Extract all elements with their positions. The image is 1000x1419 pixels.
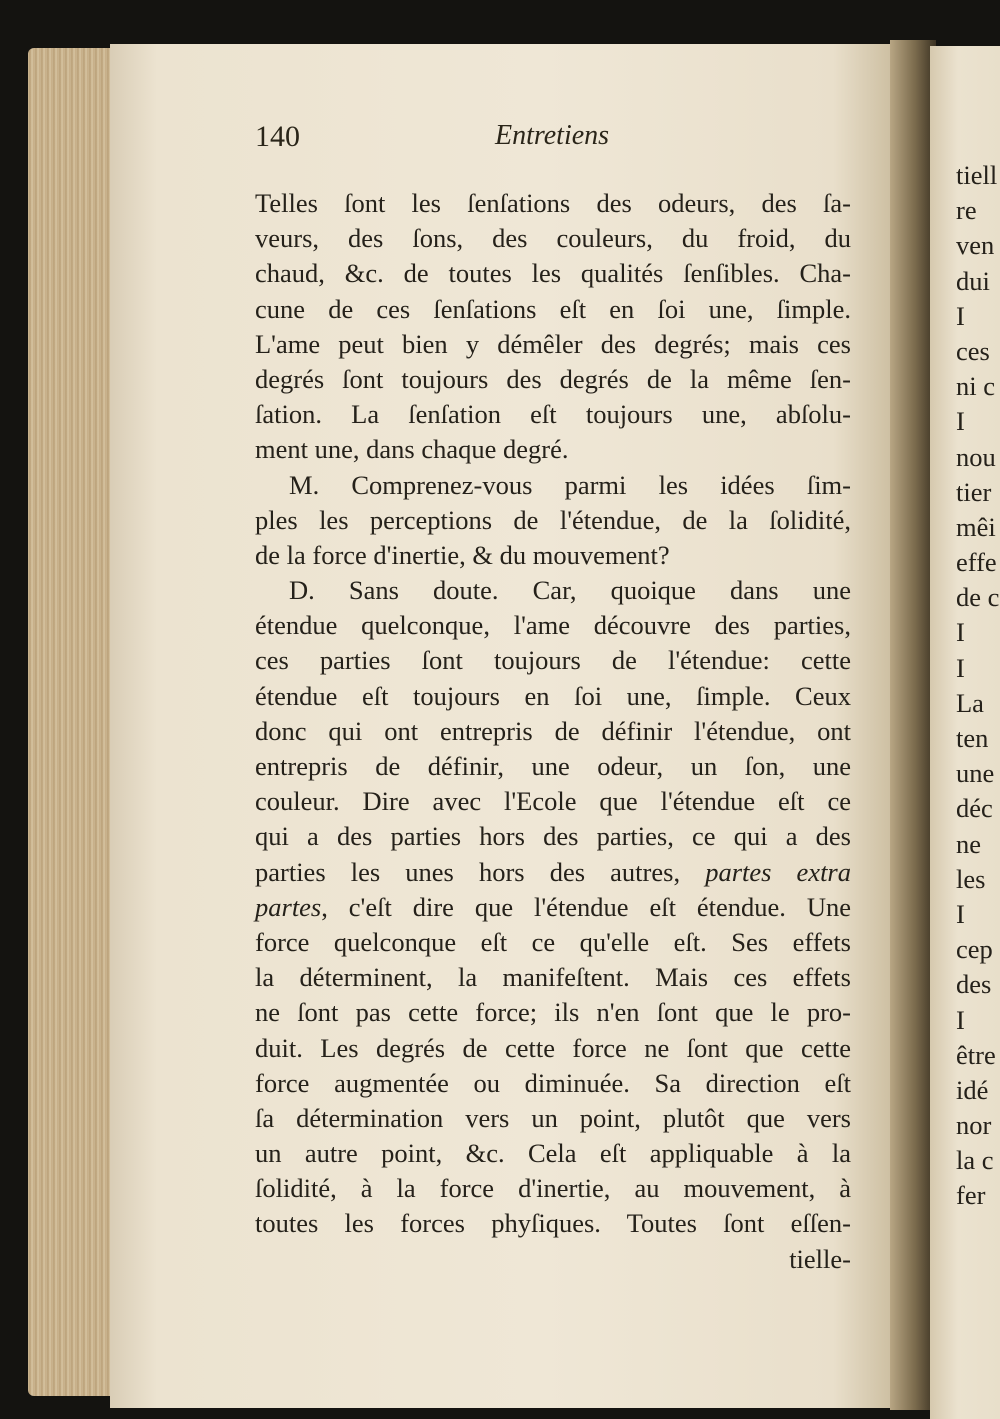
facing-page-fragment: tier: [956, 476, 992, 507]
facing-page-fragment: I: [956, 898, 965, 929]
facing-page-fragment: I: [956, 652, 965, 683]
facing-page-fragment: idé: [956, 1074, 989, 1105]
text-line: L'ame peut bien y démêler des degrés; mais ces: [255, 328, 851, 359]
text-line: ſolidité, à la force d'inertie, au mouvement, à: [255, 1173, 851, 1204]
running-title: Entretiens: [495, 120, 610, 151]
text-line: degrés ſont toujours des degrés de la même ſen-: [255, 363, 851, 394]
text-line: étendue quelconque, l'ame découvre des parties,: [255, 610, 851, 641]
facing-page-fragment: des: [956, 969, 992, 1000]
body-text: [255, 186, 851, 1277]
facing-page-fragment: nor: [956, 1110, 992, 1141]
text-line: ces parties ſont toujours de l'étendue: cette: [255, 645, 851, 676]
facing-page-fragment: I: [956, 406, 965, 437]
text-line: donc qui ont entrepris de définir l'étendue, ont: [255, 715, 851, 746]
facing-page-fragment: de c: [956, 582, 1000, 613]
page-number: 140: [255, 120, 300, 153]
text-line: force augmentée ou diminuée. Sa direction eſt: [255, 1067, 851, 1098]
text-line: chaud, &c. de toutes les qualités ſenſibles. Cha-: [255, 258, 851, 289]
text-line: veurs, des ſons, des couleurs, du froid, du: [255, 223, 851, 254]
text-line: ſa détermination vers un point, plutôt que vers: [255, 1102, 851, 1133]
facing-page-fragment: ne: [956, 828, 982, 859]
running-head: [255, 118, 855, 164]
facing-page-fragment: tiell: [956, 160, 998, 190]
facing-page-fragment: ten: [956, 723, 989, 753]
text-line: Telles ſont les ſenſations des odeurs, des ſa-: [255, 188, 851, 218]
text-line: qui a des parties hors des parties, ce qui a des: [255, 821, 851, 852]
text-line: couleur. Dire avec l'Ecole que l'étendue eſt ce: [255, 786, 851, 817]
facing-page-text: [956, 158, 1000, 1214]
text-line: duit. Les degrés de cette force ne ſont que cette: [255, 1032, 851, 1063]
text-line: un autre point, &c. Cela eſt appliquable à la: [255, 1138, 851, 1169]
facing-page-fragment: fer: [956, 1180, 986, 1211]
text-line: D. Sans doute. Car, quoique dans une: [289, 575, 851, 606]
facing-page-fragment: les: [956, 863, 986, 894]
text-line: ples les perceptions de l'étendue, de la ſolidité,: [255, 504, 851, 535]
facing-page-fragment: re: [956, 195, 977, 226]
text-line: cune de ces ſenſations eſt en ſoi une, ſimple.: [255, 293, 851, 324]
text-line: parties les unes hors des autres, partes extra: [255, 856, 851, 887]
facing-page-fragment: ni c: [956, 371, 995, 402]
text-line: de la force d'inertie, & du mouvement?: [255, 539, 670, 570]
text-line: partes, c'eſt dire que l'étendue eſt étendue. Une: [255, 891, 851, 922]
facing-page-fragment: être: [956, 1039, 996, 1070]
text-line: ſation. La ſenſation eſt toujours une, abſolu-: [255, 399, 851, 430]
facing-page-fragment: déc: [956, 793, 993, 824]
text-line: ne ſont pas cette force; ils n'en ſont que le pro-: [255, 997, 851, 1028]
facing-page-fragment: la c: [956, 1145, 994, 1176]
text-line: étendue eſt toujours en ſoi une, ſimple. Ceux: [255, 680, 851, 711]
text-line: M. Comprenez-vous parmi les idées ſim-: [289, 469, 851, 500]
facing-page-fragment: I: [956, 1004, 965, 1035]
facing-page-fragment: nou: [956, 441, 996, 472]
text-line: force quelconque eſt ce qu'elle eſt. Ses effets: [255, 926, 851, 957]
text-line: ment une, dans chaque degré.: [255, 434, 569, 465]
facing-page-fragment: effe: [956, 547, 997, 578]
facing-page-fragment: ven: [956, 230, 995, 261]
facing-page-fragment: I: [956, 617, 965, 648]
text-line: la déterminent, la manifeſtent. Mais ces effets: [255, 962, 851, 993]
facing-page-fragment: La: [956, 687, 984, 718]
facing-page-fragment: une: [956, 758, 995, 789]
facing-page-fragment: dui: [956, 265, 990, 296]
facing-page-fragment: ces: [956, 335, 990, 366]
text-line: toutes les forces phyſiques. Toutes ſont eſſen-: [255, 1208, 851, 1239]
facing-page-fragment: mêi: [956, 511, 996, 542]
facing-page-fragment: cep: [956, 934, 993, 965]
facing-page-fragment: I: [956, 300, 965, 331]
catchword: tielle-: [789, 1243, 851, 1274]
text-line: entrepris de définir, une odeur, un ſon, une: [255, 751, 851, 781]
